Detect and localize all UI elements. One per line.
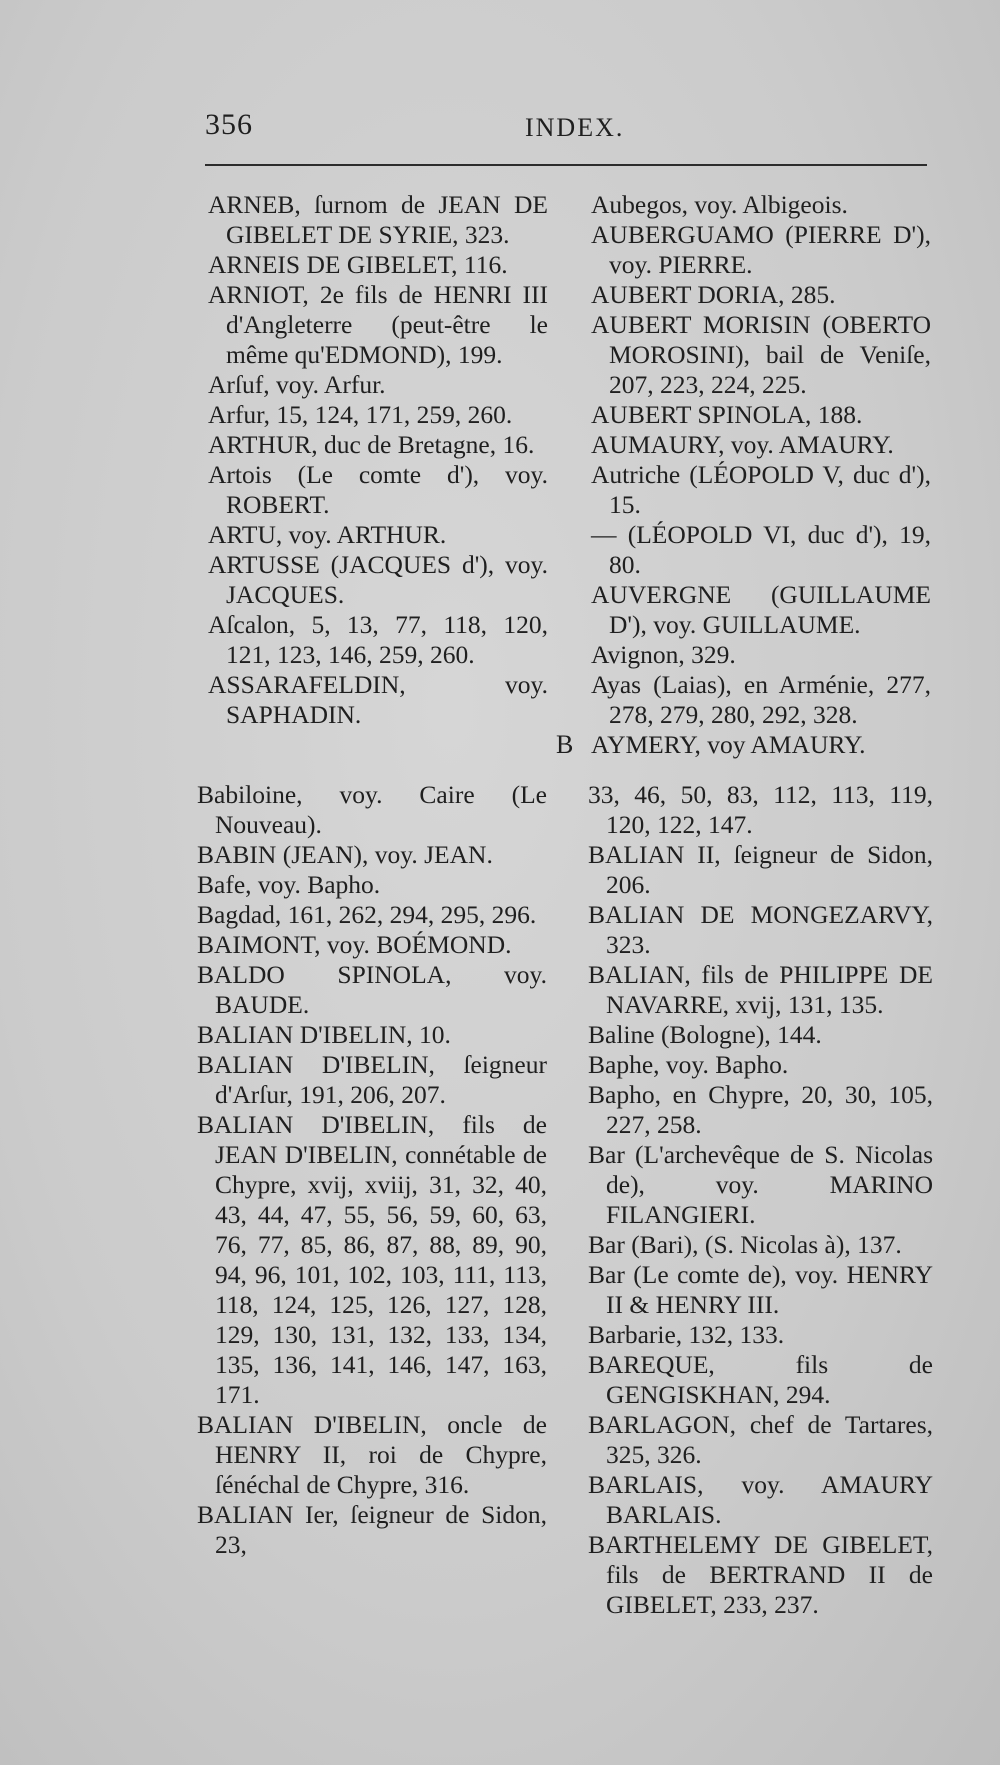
- index-entry: ARNEIS DE GIBELET, 116.: [208, 250, 508, 279]
- section-letter: B: [556, 730, 574, 759]
- running-head: INDEX.: [525, 113, 625, 142]
- index-column-d: [588, 780, 933, 1620]
- index-entry: BALIAN, fils de PHILIPPE DE NAVARRE, xvij, 131, 135.: [588, 960, 933, 1019]
- index-entry: AUMAURY, voy. AMAURY.: [591, 430, 894, 459]
- index-entry: — (LÉOPOLD VI, duc d'), 19, 80.: [591, 520, 931, 579]
- index-entry: Arſuf, voy. Arfur.: [208, 370, 386, 399]
- index-entry: Baline (Bologne), 144.: [588, 1020, 822, 1049]
- index-entry: BALIAN DE MONGEZARVY, 323.: [588, 900, 933, 959]
- index-entry: Bagdad, 161, 262, 294, 295, 296.: [197, 900, 537, 929]
- index-entry: Aubegos, voy. Albigeois.: [591, 190, 848, 219]
- index-entry: BARLAIS, voy. AMAURY BARLAIS.: [588, 1470, 933, 1529]
- index-entry: Barbarie, 132, 133.: [588, 1320, 785, 1349]
- index-entry: Bar (Bari), (S. Nicolas à), 137.: [588, 1230, 902, 1259]
- index-entry: AUBERT DORIA, 285.: [591, 280, 836, 309]
- index-entry: Ayas (Laias), en Arménie, 277, 278, 279, 280, 292, 328.: [591, 670, 931, 729]
- index-entry: BARLAGON, chef de Tartares, 325, 326.: [588, 1410, 933, 1469]
- index-entry: BALIAN Ier, ſeigneur de Sidon, 23,: [197, 1500, 547, 1559]
- index-entry: BAIMONT, voy. BOÉMOND.: [197, 930, 512, 959]
- index-entry: BALIAN D'IBELIN, fils de JEAN D'IBELIN, connétable de Chypre, xvij, xviij, 31, 32, 40, 43, 44, 47, 55, 56, 59, 60, 63, 76, 77, 85, 86, 87, 88, 89, 90, 94, 96, 101, 102, 103, 111, 113, 118, 124, 125, 126, 127, 128, 129, 130, 131, 132, 133, 134, 135, 136, 141, 146, 147, 163, 171.: [197, 1110, 547, 1409]
- index-column-b: [591, 190, 931, 760]
- index-entry: AUBERT MORISIN (OBERTO MOROSINI), bail de Veniſe, 207, 223, 224, 225.: [591, 310, 931, 399]
- index-entry: Aſcalon, 5, 13, 77, 118, 120, 121, 123, 146, 259, 260.: [208, 610, 548, 669]
- index-entry: ARNEB, ſurnom de JEAN DE GIBELET DE SYRIE, 323.: [208, 190, 548, 249]
- index-entry: Bafe, voy. Bapho.: [197, 870, 381, 899]
- index-entry: AUBERT SPINOLA, 188.: [591, 400, 863, 429]
- index-entry: AUBERGUAMO (PIERRE D'), voy. PIERRE.: [591, 220, 931, 279]
- index-entry: Artois (Le comte d'), voy. ROBERT.: [208, 460, 548, 519]
- index-entry: BABIN (JEAN), voy. JEAN.: [197, 840, 493, 869]
- index-entry: Bapho, en Chypre, 20, 30, 105, 227, 258.: [588, 1080, 933, 1139]
- index-entry: BAREQUE, fils de GENGISKHAN, 294.: [588, 1350, 933, 1409]
- index-entry: Avignon, 329.: [591, 640, 736, 669]
- index-entry: BALIAN D'IBELIN, 10.: [197, 1020, 451, 1049]
- index-entry: BARTHELEMY DE GIBELET, fils de BERTRAND II de GIBELET, 233, 237.: [588, 1530, 933, 1619]
- index-entry: BALIAN D'IBELIN, oncle de HENRY II, roi de Chypre, ſénéchal de Chypre, 316.: [197, 1410, 547, 1499]
- index-entry: ARNIOT, 2e fils de HENRI III d'Angleterre (peut-être le même qu'EDMOND), 199.: [208, 280, 548, 369]
- index-entry: 33, 46, 50, 83, 112, 113, 119, 120, 122, 147.: [588, 780, 933, 839]
- index-entry: Bar (Le comte de), voy. HENRY II & HENRY III.: [588, 1260, 933, 1319]
- index-entry: Bar (L'archevêque de S. Nicolas de), voy. MARINO FILANGIERI.: [588, 1140, 933, 1229]
- index-entry: ASSARAFELDIN, voy. SAPHADIN.: [208, 670, 548, 729]
- index-column-a: [208, 190, 548, 730]
- index-entry: ARTHUR, duc de Bretagne, 16.: [208, 430, 535, 459]
- index-entry: ARTUSSE (JACQUES d'), voy. JACQUES.: [208, 550, 548, 609]
- index-entry: BALIAN II, ſeigneur de Sidon, 206.: [588, 840, 933, 899]
- page-number: 356: [205, 108, 253, 141]
- index-entry: Arfur, 15, 124, 171, 259, 260.: [208, 400, 513, 429]
- header-rule: [205, 164, 927, 166]
- index-entry: BALDO SPINOLA, voy. BAUDE.: [197, 960, 547, 1019]
- index-entry: Babiloine, voy. Caire (Le Nouveau).: [197, 780, 547, 839]
- index-entry: ARTU, voy. ARTHUR.: [208, 520, 447, 549]
- index-entry: Baphe, voy. Bapho.: [588, 1050, 789, 1079]
- index-entry: AUVERGNE (GUILLAUME D'), voy. GUILLAUME.: [591, 580, 931, 639]
- index-entry: AYMERY, voy AMAURY.: [591, 730, 866, 759]
- index-entry: Autriche (LÉOPOLD V, duc d'), 15.: [591, 460, 931, 519]
- index-column-c: [197, 780, 547, 1560]
- index-entry: BALIAN D'IBELIN, ſeigneur d'Arſur, 191, 206, 207.: [197, 1050, 547, 1109]
